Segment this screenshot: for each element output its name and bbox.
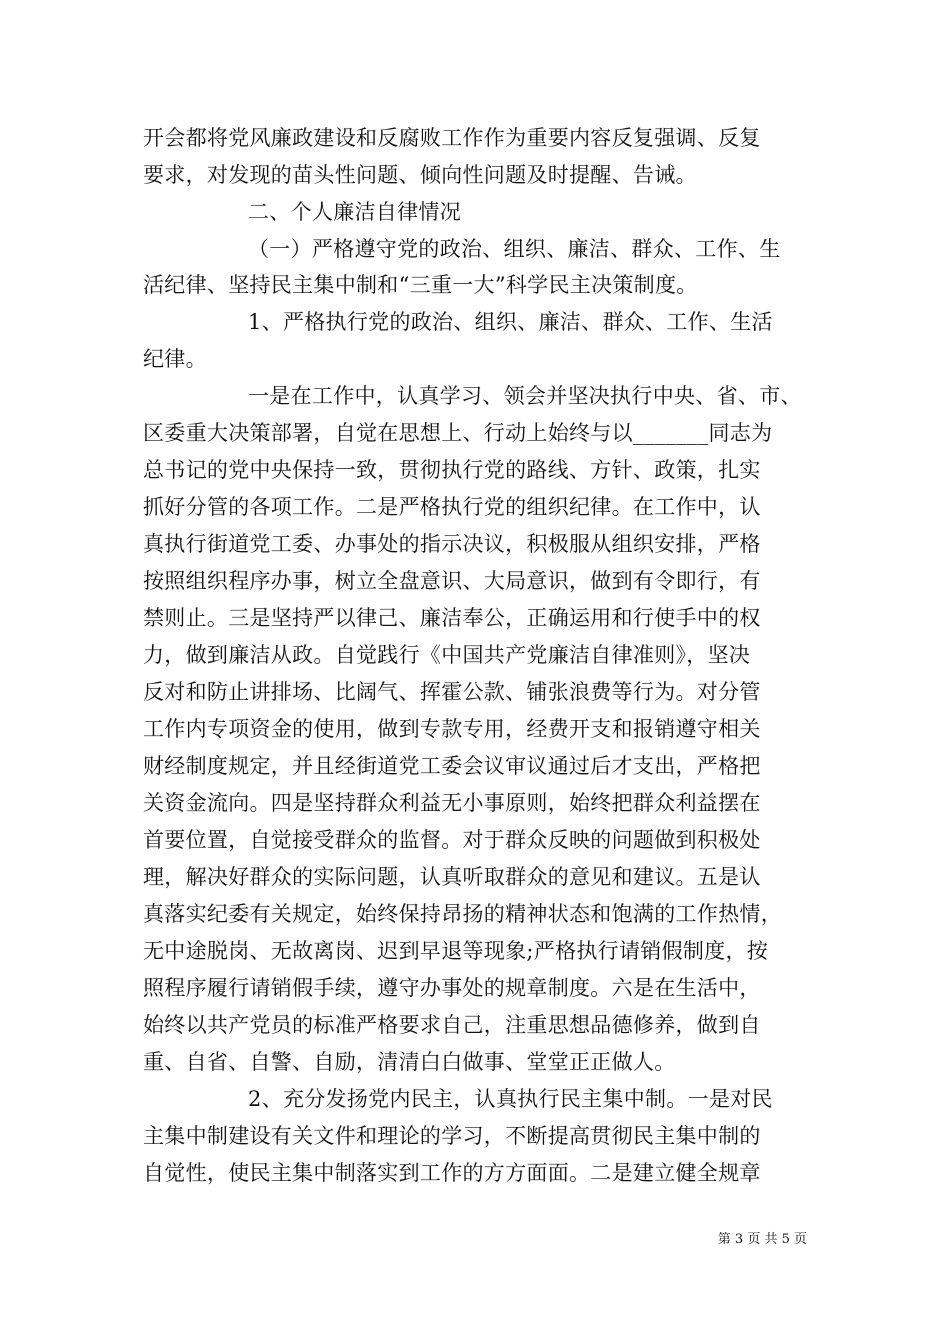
text-line: 总书记的党中央保持一致，贯彻执行党的路线、方针、政策，扎实 [143, 458, 761, 482]
text-line: 要求，对发现的苗头性问题、倾向性问题及时提醒、告诫。 [143, 163, 697, 187]
item-heading: 2、充分发扬党内民主，认真执行民主集中制。一是对民 [248, 1087, 773, 1111]
text-line: 按照组织程序办事，树立全盘意识、大局意识，做到有令即行，有 [143, 569, 761, 593]
text-line: 纪律。 [143, 347, 207, 371]
text-line: 首要位置，自觉接受群众的监督。对于群众反映的问题做到积极处 [143, 828, 761, 852]
text-line: 始终以共产党员的标准严格要求自己，注重思想品德修养，做到自 [143, 1013, 761, 1037]
text-line: 财经制度规定，并且经街道党工委会议审议通过后才支出，严格把 [143, 754, 761, 778]
text-line: 无中途脱岗、无故离岗、迟到早退等现象;严格执行请销假制度，按 [143, 939, 769, 963]
text-line: 主集中制建设有关文件和理论的学习，不断提高贯彻民主集中制的 [143, 1124, 761, 1148]
text-line: 活纪律、坚持民主集中制和“三重一大”科学民主决策制度。 [143, 273, 698, 297]
paragraph-start: 一是在工作中，认真学习、领会并坚决执行中央、省、市、 [248, 384, 802, 408]
text-line: 工作内专项资金的使用，做到专款专用，经费开支和报销遵守相关 [143, 717, 761, 741]
text-line: 反对和防止讲排场、比阔气、挥霍公款、铺张浪费等行为。对分管 [143, 680, 761, 704]
text-line: 禁则止。三是坚持严以律己、廉洁奉公，正确运用和行使手中的权 [143, 606, 761, 630]
text-line: 抓好分管的各项工作。二是严格执行党的组织纪律。在工作中，认 [143, 495, 761, 519]
text-line: 重、自省、自警、自励，清清白白做事、堂堂正正做人。 [143, 1050, 676, 1074]
text-line: 开会都将党风廉政建设和反腐败工作作为重要内容反复强调、反复 [143, 126, 761, 150]
page-number-footer: 第 3 页 共 5 页 [717, 1232, 807, 1247]
text-line: 区委重大决策部署，自觉在思想上、行动上始终与以_______同志为 [143, 421, 773, 445]
text-line: 照程序履行请销假手续，遵守办事处的规章制度。六是在生活中， [143, 976, 761, 1000]
text-line: 真执行街道党工委、办事处的指示决议，积极服从组织安排，严格 [143, 532, 761, 556]
text-line: 理，解决好群众的实际问题，认真听取群众的意见和建议。五是认 [143, 865, 761, 889]
text-line: 关资金流向。四是坚持群众利益无小事原则，始终把群众利益摆在 [143, 791, 761, 815]
text-line: 真落实纪委有关规定，始终保持昂扬的精神状态和饱满的工作热情， [143, 902, 782, 926]
section-heading: 二、个人廉洁自律情况 [248, 200, 461, 224]
item-heading: 1、严格执行党的政治、组织、廉洁、群众、工作、生活 [248, 310, 773, 334]
subsection-heading: （一）严格遵守党的政治、组织、廉洁、群众、工作、生 [248, 237, 781, 261]
text-line: 自觉性，使民主集中制落实到工作的方方面面。二是建立健全规章 [143, 1161, 761, 1185]
text-line: 力，做到廉洁从政。自觉践行《中国共产党廉洁自律准则》，坚决 [143, 643, 751, 667]
